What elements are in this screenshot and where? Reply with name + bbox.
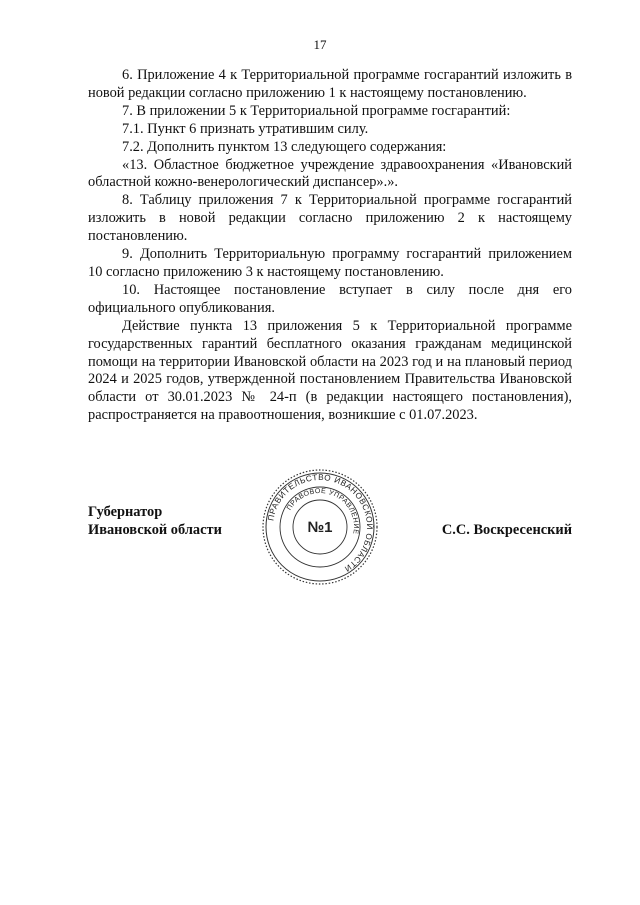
signer-title [88, 503, 222, 539]
seal-inner-text: ПРАВОВОЕ УПРАВЛЕНИЕ [285, 487, 360, 535]
paragraph-7-1: 7.1. Пункт 6 признать утратившим силу. [122, 120, 369, 137]
signer-title-line1: Губернатор [88, 504, 163, 520]
seal-outer-text: ПРАВИТЕЛЬСТВО ИВАНОВСКОЙ ОБЛАСТИ [266, 472, 375, 574]
paragraph-7-2: 7.2. Дополнить пунктом 13 следующего содержания: [122, 138, 447, 155]
paragraph-10: 10. Настоящее постановление вступает в силу после дня его официального опубликования. [88, 281, 572, 316]
paragraph-7: 7. В приложении 5 к Территориальной программе госгарантий: [122, 102, 511, 119]
document-body [88, 67, 572, 425]
paragraph-6: 6. Приложение 4 к Территориальной программе госгарантий изложить в новой редакции согласно приложению 1 к настоящему постановлению. [88, 67, 572, 101]
paragraph-effect: Действие пункта 13 приложения 5 к Территориальной программе государственных гарантий бесплатного оказания гражданам медицинской помощи на территории Ивановской области на 2023 год и на плановый период 2024 и 2025 годов, утвержденной постановлением Правительства Ивановской области от 30.01.2023 № 24-п (в редакции настоящего постановления), распространяется на правоотношения, возникшие с 01.07.2023. [88, 317, 572, 424]
signer-name: С.С. Воскресенский [441, 522, 572, 538]
paragraph-9: 9. Дополнить Территориальную программу госгарантий приложением 10 согласно приложению 3 к настоящему постановлению. [88, 246, 572, 280]
signer-title-line2: Ивановской области [88, 522, 222, 538]
paragraph-8: 8. Таблицу приложения 7 к Территориальной программе госгарантий изложить в новой редакции согласно приложению 2 к настоящему постановлению. [88, 192, 572, 245]
seal-number: №1 [307, 519, 333, 536]
seal-stamp [261, 468, 379, 586]
page-number: 17 [313, 37, 327, 52]
paragraph-13-quote: «13. Областное бюджетное учреждение здравоохранения «Ивановский областной кожно-венерологический диспансер».». [88, 156, 572, 191]
